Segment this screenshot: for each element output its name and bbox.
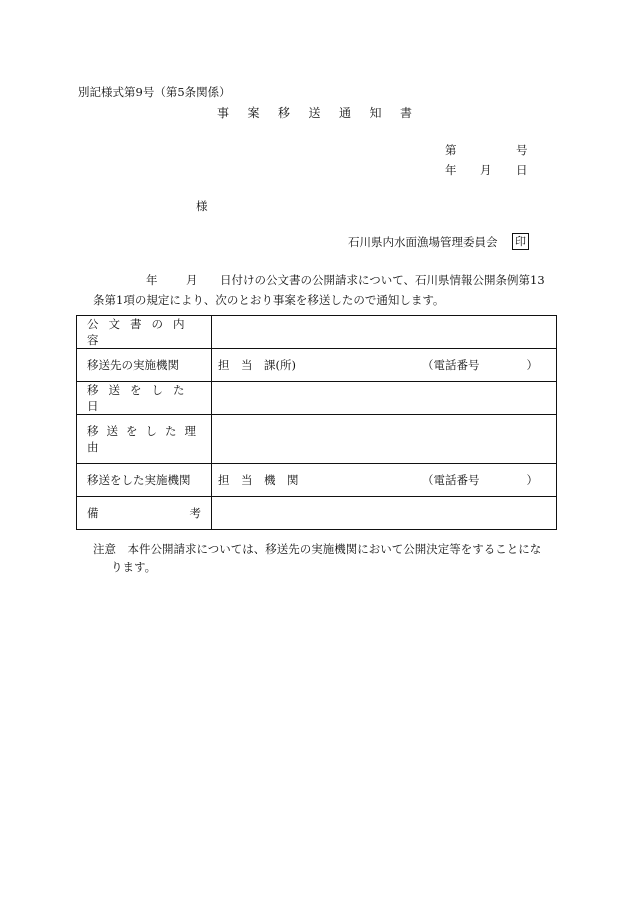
value-remarks [212,497,557,530]
date-month: 月 [480,163,492,177]
body-line-2: 条第1項の規定により、次のとおり事案を移送したので通知します。 [93,293,445,307]
form-number-label: 別記様式第9号（第5条関係） [78,85,231,99]
body-month: 月 [186,273,198,287]
label-transfer-date: 移送をした日 [77,382,212,415]
remarks-left: 備 [87,506,99,520]
destination-phone-label: （電話番号 [422,358,480,372]
body-line-1 [146,272,566,286]
date-year: 年 [445,163,457,177]
table-row [77,415,557,464]
document-number-line [445,142,535,156]
transferring-phone-label: （電話番号 [422,473,480,487]
transfer-details-table [76,315,557,530]
note-line-1: 注意 本件公開請求については、移送先の実施機関において公開決定等をすることにな [93,542,542,556]
document-title: 事案移送通知書 [217,106,431,120]
destination-phone-close: ） [526,358,538,372]
label-document-content: 公文書の内容 [77,316,212,349]
value-transfer-reason [212,415,557,464]
seal-stamp [512,233,529,250]
document-date-line [445,162,535,176]
date-day: 日 [516,163,528,177]
remarks-right: 考 [189,506,201,520]
table-row [77,382,557,415]
number-go: 号 [516,143,528,157]
sender-name: 石川県内水面漁場管理委員会 [348,235,498,249]
transferring-agency-name: 担 当 機 関 [218,473,299,487]
value-transferring-agency [212,464,557,497]
body-year: 年 [146,273,158,287]
table-row [77,497,557,530]
table-row [77,316,557,349]
value-transfer-date [212,382,557,415]
table-row [77,464,557,497]
label-remarks [77,497,212,530]
label-transferring-agency: 移送をした実施機関 [77,464,212,497]
recipient-suffix: 様 [196,199,208,213]
value-transfer-destination [212,349,557,382]
destination-department: 担 当 課(所) [218,358,296,372]
value-document-content [212,316,557,349]
body-line-1-text: 日付けの公文書の公開請求について、石川県情報公開条例第13 [220,273,545,287]
label-transfer-reason: 移送をした理由 [77,415,212,464]
seal-label: 印 [515,235,526,248]
label-transfer-destination: 移送先の実施機関 [77,349,212,382]
table-row [77,349,557,382]
note-line-2: ります。 [111,560,157,574]
transferring-phone-close: ） [526,473,538,487]
number-dai: 第 [445,143,457,157]
